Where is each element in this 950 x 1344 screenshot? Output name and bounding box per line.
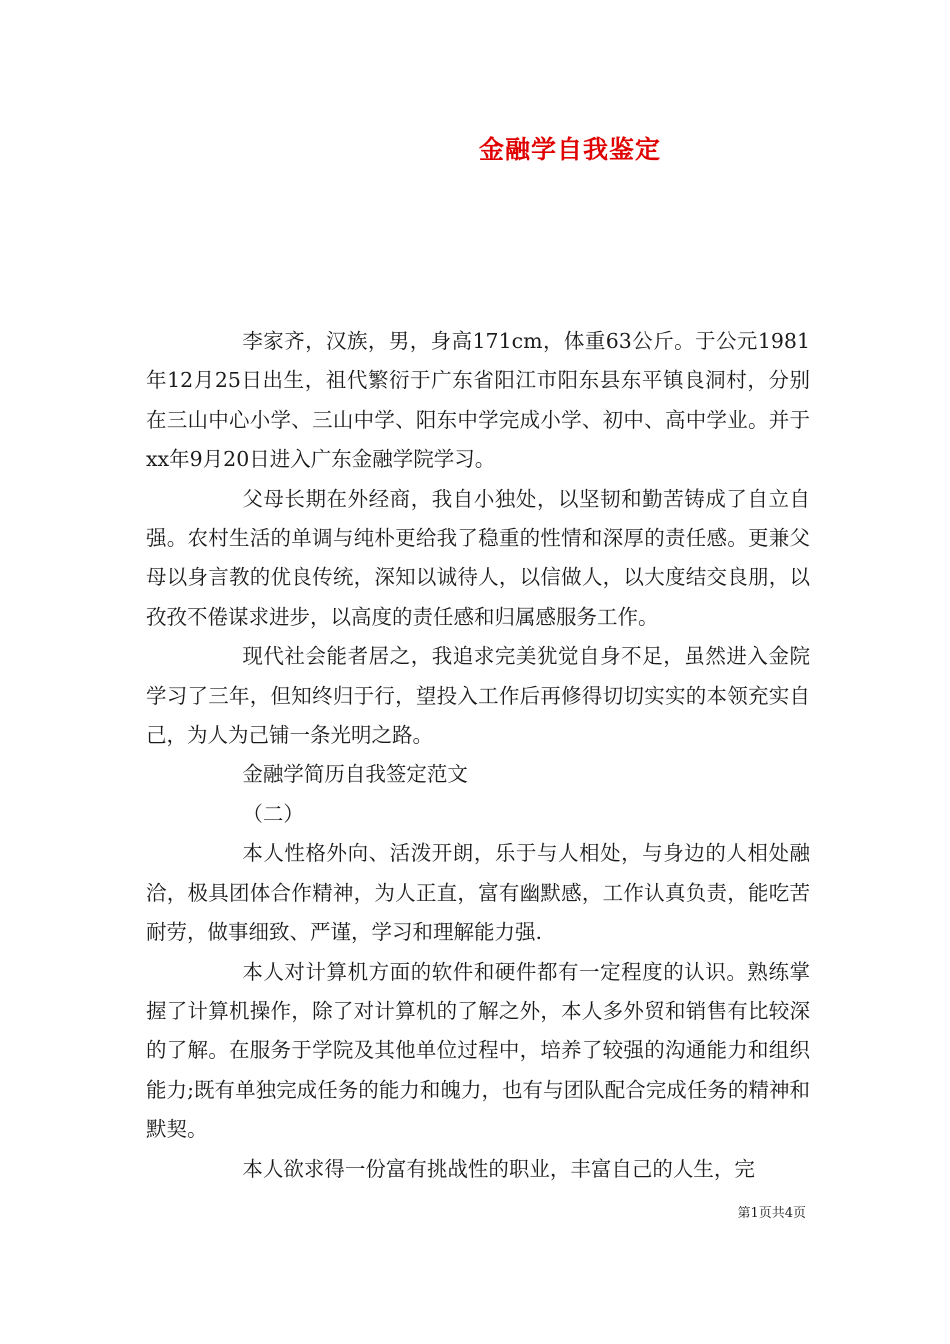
page-number-footer: 第1页共4页 (737, 1206, 806, 1221)
document-body (146, 322, 810, 1189)
paragraph-career-goal: 本人欲求得一份富有挑战性的职业，丰富自己的人生，完 (242, 1156, 755, 1181)
paragraph-upbringing: 父母长期在外经商，我自小独处，以坚韧和勤苦铸成了自立自强。农村生活的单调与纯朴更给我了稳重的性情和深厚的责任感。更兼父母以身言教的优良传统，深知以诚待人，以信做人，以大度结交良朋，以孜孜不倦谋求进步，以高度的责任感和归属感服务工作。 (146, 486, 810, 629)
paragraph-aspiration: 现代社会能者居之，我追求完美犹觉自身不足，虽然进入金院学习了三年，但知终归于行，望投入工作后再修得切切实实的本领充实自己，为人为己铺一条光明之路。 (146, 644, 810, 748)
document-title: 金融学自我鉴定 (478, 135, 661, 164)
paragraph-personality: 本人性格外向、活泼开朗，乐于与人相处，与身边的人相处融洽，极具团体合作精神，为人正直，富有幽默感，工作认真负责，能吃苦耐劳，做事细致、严谨，学习和理解能力强. (146, 841, 810, 945)
paragraph-skills: 本人对计算机方面的软件和硬件都有一定程度的认识。熟练掌握了计算机操作，除了对计算机的了解之外，本人多外贸和销售有比较深的了解。在服务于学院及其他单位过程中，培养了较强的沟通能力和组织能力;既有单独完成任务的能力和魄力，也有与团队配合完成任务的精神和默契。 (146, 959, 810, 1142)
section-heading: 金融学简历自我签定范文 (242, 762, 468, 787)
paragraph-personal-info: 李家齐，汉族，男，身高171cm，体重63公斤。于公元1981年12月25日出生，祖代繁衍于广东省阳江市阳东县东平镇良洞村，分别在三山中心小学、三山中学、阳东中学完成小学、初中、高中学业。并于xx年9月20日进入广东金融学院学习。 (146, 329, 810, 472)
section-number: （二） (242, 801, 304, 826)
